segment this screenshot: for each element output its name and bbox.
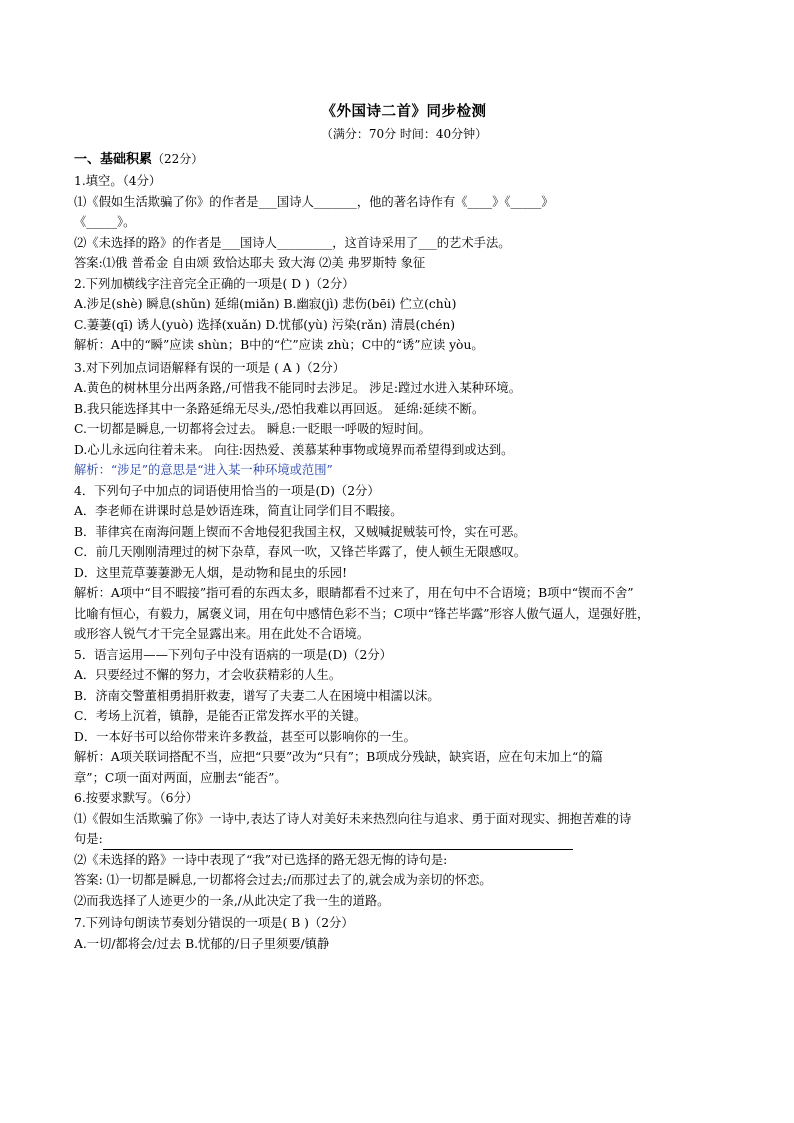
q5-stem: 5．语言运用——下列句子中没有语病的一项是(D)（2分） <box>74 647 392 662</box>
section-heading <box>74 148 734 167</box>
q7-options-ab: A.一切/都将会/过去 B.忧郁的/日子里须要/镇静 <box>74 936 330 951</box>
q4-stem: 4．下列句子中加点的词语使用恰当的一项是(D)（2分） <box>74 483 380 498</box>
document-page <box>74 100 734 954</box>
q2-options-ab: A.涉足(shè) 瞬息(shǔn) 延绵(miǎn) B.幽寂(jì) 悲伤(bēi) 伫立(chù) <box>74 297 457 311</box>
q4-analysis-line3: 或形容人锐气才干完全显露出来。用在此处不合语境。 <box>74 627 370 641</box>
q6-part1: ⑴《假如生活欺骗了你》一诗中,表达了诗人对美好未来热烈向往与追求、勇于面对现实、拥抱苦难的诗 <box>74 811 632 826</box>
q3-option-d: D.心儿永远向往着未来。 向往:因热爱、羡慕某种事物或境界而希望得到或达到。 <box>74 442 514 457</box>
q4-analysis-line2: 比喻有恒心，有毅力，属褒义词，用在句中感情色彩不当；C项中“锋芒毕露”形容人傲气逼人，逞强好胜， <box>74 606 650 621</box>
q3-option-b: B.我只能选择其中一条路延绵无尽头,/恐怕我难以再回返。 延绵:延续不断。 <box>74 401 485 416</box>
document-subtitle: （满分：70分 时间：40分钟） <box>320 127 488 141</box>
q1-part1: ⑴《假如生活欺骗了你》的作者是___国诗人_______，他的著名诗作有《____》《_____》 <box>74 194 554 209</box>
q2-stem: 2.下列加横线字注音完全正确的一项是( D )（2分） <box>74 276 355 291</box>
q6-stem: 6.按要求默写。（6分） <box>74 791 199 805</box>
q3-option-c: C.一切都是瞬息,一切都将会过去。 瞬息:一眨眼一呼吸的短时间。 <box>74 422 431 436</box>
q4-option-c: C．前几天刚刚清理过的树下杂草，春风一吹，又锋芒毕露了，使人顿生无限感叹。 <box>74 545 527 559</box>
q7-stem: 7.下列诗句朗读节奏划分错误的一项是( B )（2分） <box>74 916 354 930</box>
q3-analysis: 解析：“涉足”的意思是“进入某一种环境或范围” <box>74 463 333 477</box>
q4-option-b: B．菲律宾在南海问题上锲而不舍地侵犯我国主权，又贼喊捉贼装可怜，实在可恶。 <box>74 524 526 539</box>
q3-option-a: A.黄色的树林里分出两条路,/可惜我不能同时去涉足。 涉足:蹚过水进入某种环境。 <box>74 381 521 395</box>
document-title: 《外国诗二首》同步检测 <box>321 103 487 120</box>
q5-option-a: A．只要经过不懈的努力，才会收获精彩的人生。 <box>74 668 342 682</box>
q1-answer: 答案:⑴俄 普希金 自由颂 致恰达耶夫 致大海 ⑵美 弗罗斯特 象征 <box>74 256 426 270</box>
q5-analysis-line1: 解析：A项关联词搭配不当，应把“只要”改为“只有”；B项成分残缺，缺宾语，应在句末加上“的篇 <box>74 750 603 764</box>
q5-option-d: D．一本好书可以给你带来许多教益，甚至可以影响你的一生。 <box>74 729 416 744</box>
q6-answer-line2: ⑵而我选择了人迹更少的一条,/从此决定了我一生的道路。 <box>74 893 390 908</box>
q2-options-cd: C.萋萋(qī) 诱人(yuò) 选择(xuǎn) D.忧郁(yù) 污染(rǎn) 清晨(chén) <box>74 317 456 332</box>
q5-option-c: C．考场上沉着，镇静，是能否正常发挥水平的关键。 <box>74 709 367 723</box>
q6-part2: ⑵《未选择的路》一诗中表现了“我”对已选择的路无怨无悔的诗句是: <box>74 852 448 867</box>
q4-option-d: D．这里荒草萋萋渺无人烟，是动物和昆虫的乐园! <box>74 565 348 580</box>
q6-part1-cont <box>74 829 734 850</box>
q5-analysis-line2: 章”；C项一面对两面，应删去“能否”。 <box>74 770 287 785</box>
q3-stem: 3.对下列加点词语解释有误的一项是 ( A )（2分） <box>74 360 346 375</box>
q4-analysis-line1: 解析：A项中“目不暇接”指可看的东西太多，眼睛都看不过来了，用在句中不合语境；B项中“锲而不舍” <box>74 586 634 600</box>
q1-stem: 1.填空。（4分） <box>74 174 162 188</box>
q4-option-a: A．李老师在讲课时总是妙语连珠，简直让同学们目不暇接。 <box>74 504 403 518</box>
q1-part2: ⑵《未选择的路》的作者是___国诗人_________，这首诗采用了___的艺术手法。 <box>74 235 511 250</box>
section-title: 一、基础积累 <box>74 152 153 167</box>
q6-answer-line1: 答案: ⑴一切都是瞬息,一切都将会过去;/而那过去了的,就会成为亲切的怀恋。 <box>74 873 492 887</box>
q1-part1-cont: 《_____》。 <box>74 215 136 229</box>
answer-blank-line <box>103 835 573 850</box>
section-points: （22分） <box>152 152 204 166</box>
q5-option-b: B．济南交警董相勇捐肝救妻，谱写了夫妻二人在困境中相濡以沫。 <box>74 688 440 703</box>
q2-analysis: 解析：A中的“瞬”应读 shùn；B中的“伫”应读 zhù；C中的“诱”应读 yòu。 <box>74 338 484 352</box>
q6-part1-label: 句是: <box>74 832 103 846</box>
